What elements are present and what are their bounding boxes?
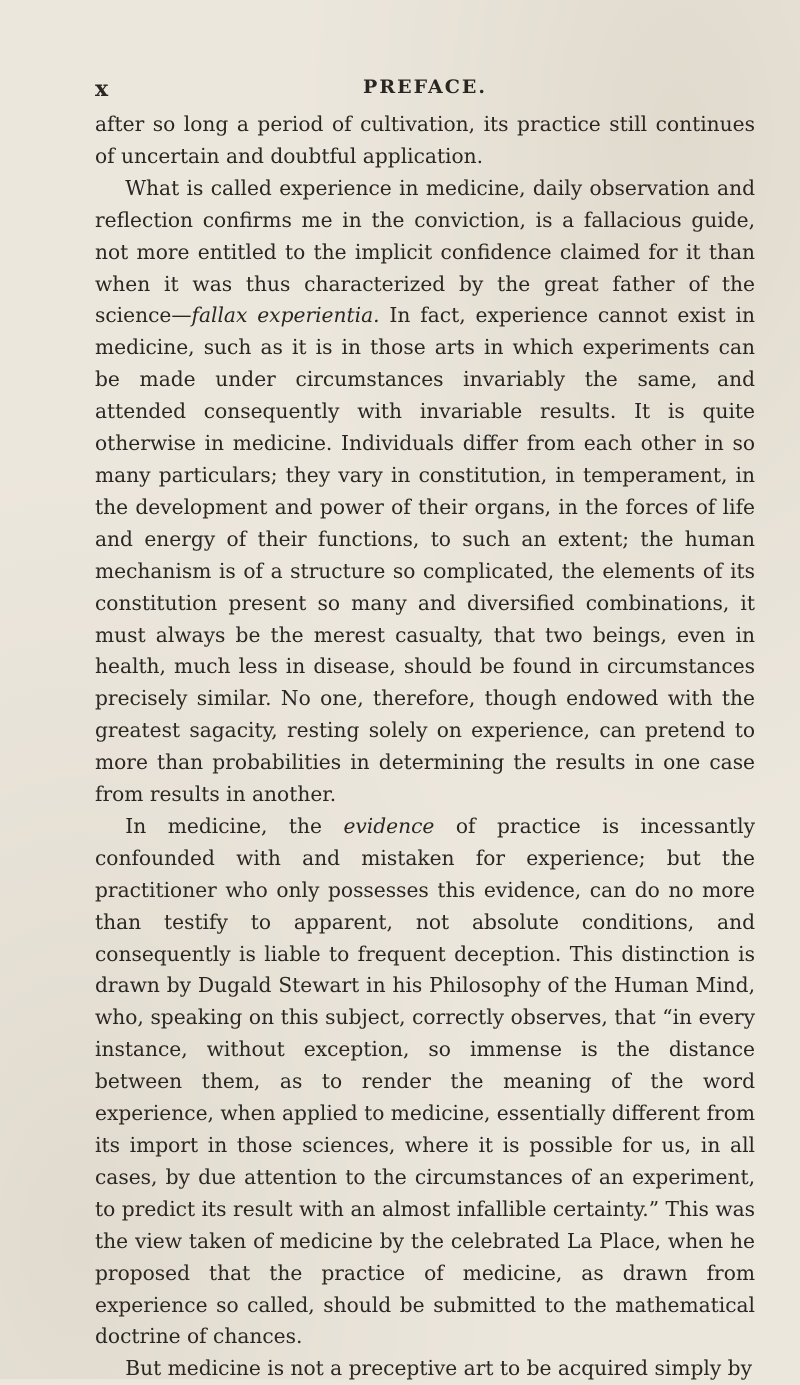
paragraph xyxy=(95,1353,755,1385)
paragraph xyxy=(95,173,755,811)
text-run: In fact, experience cannot exist in medicine, such as it is in those arts in which experiments can be made under circumstances invariably the same, and attended consequently with invariable results. It is quite otherwise in medicine. Individuals differ from each other in so many particulars; they vary in constitution, in temperament, in the development and power of their organs, in the forces of life and energy of their functions, to such an extent; the human mechanism is of a structure so complicated, the elements of its constitution present so many and diversified combinations, it must always be the merest casualty, that two beings, even in health, much less in disease, should be found in circumstances precisely similar. No one, therefore, though endowed with the greatest sagacity, resting solely on experience, can pretend to more than probabilities in determining the results in one case from results in another. xyxy=(95,303,755,807)
text-run: But medicine is not a preceptive art to be acquired simply by xyxy=(125,1356,752,1381)
paragraph xyxy=(95,109,755,173)
page-number: x xyxy=(95,76,110,102)
paragraph xyxy=(95,811,755,1353)
page-header xyxy=(95,76,755,106)
text-run: What is called experience in medicine, daily observation and reflection confirms me in the conviction, is a fallacious guide, not more entitled to the implicit confidence claimed for it than when it was thus characterized by the great father of the science— xyxy=(95,175,755,328)
italic-word: evidence xyxy=(343,813,435,838)
text-run: In medicine, the xyxy=(125,813,344,838)
text-run: after so long a period of cultivation, its practice still continues of uncertain and doubtful application. xyxy=(95,112,755,168)
running-title: PREFACE. xyxy=(363,76,487,98)
text-run: of practice is incessantly confounded with and mistaken for experience; but the practitioner who only possesses this evidence, can do no more than testify to apparent, not absolute conditions, and consequently is liable to frequent deception. This distinction is drawn by Dugald Stewart in his Philosophy of the Human Mind, who, speaking on this subject, correctly observes, that “in every instance, without exception, so immense is the distance between them, as to render the meaning of the word experience, when applied to medicine, essentially different from its import in those sciences, where it is possible for us, in all cases, by due attention to the circumstances of an experiment, to predict its result with an almost infallible certainty.” This was the view taken of medicine by the celebrated La Place, when he proposed that the practice of medicine, as drawn from experience so called, should be submitted to the mathematical doctrine of chances. xyxy=(95,813,755,1349)
italic-phrase: fallax experientia. xyxy=(191,303,380,328)
body-text xyxy=(95,109,755,1385)
